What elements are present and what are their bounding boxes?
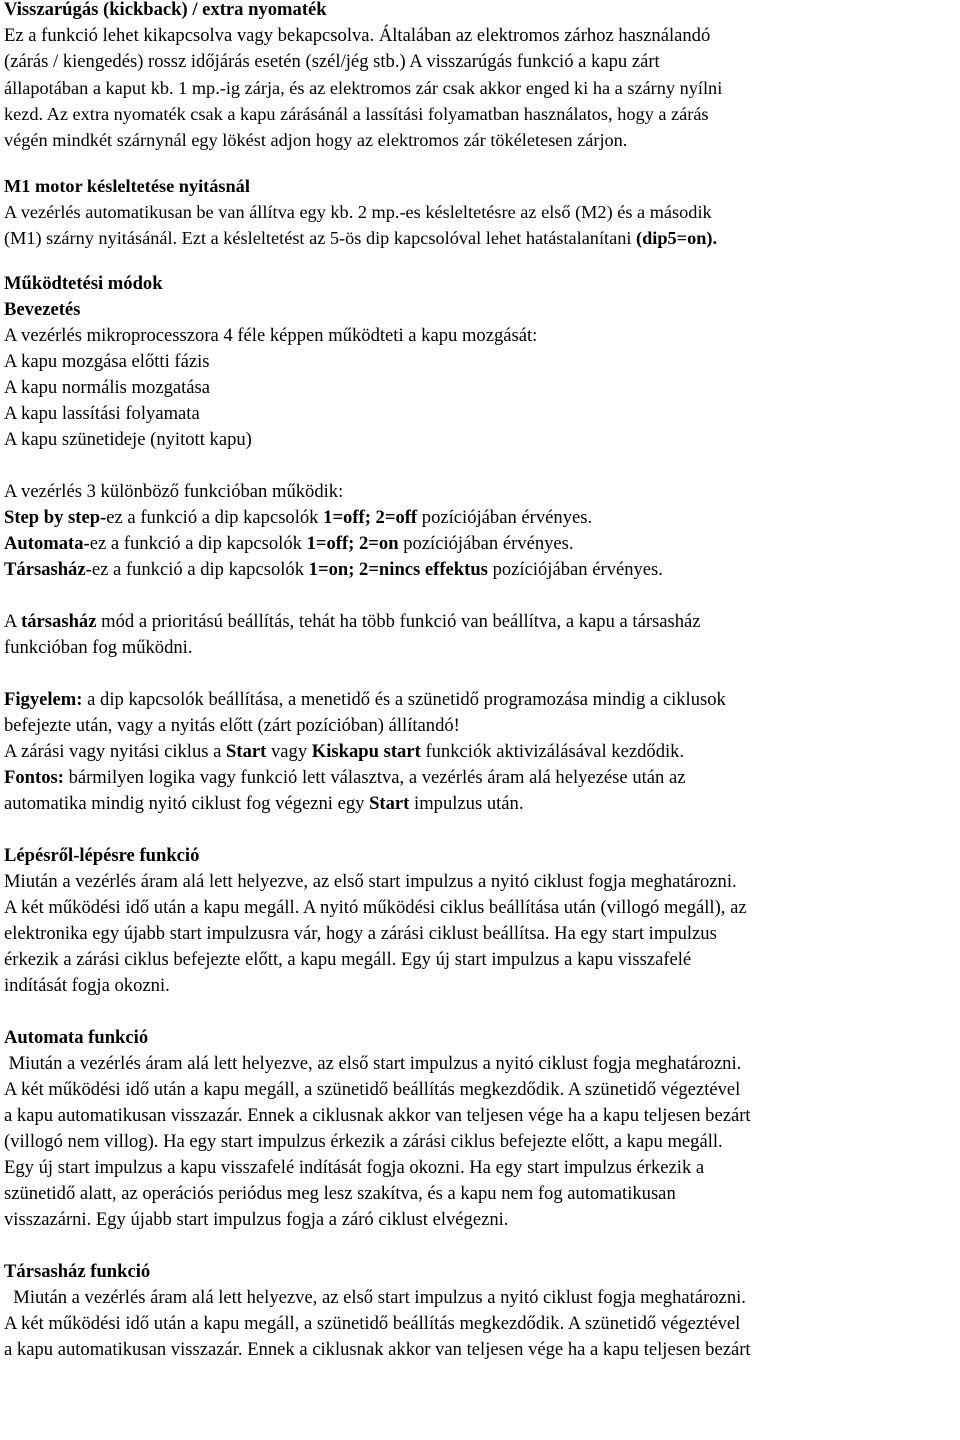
auto-section-line: Egy új start impulzus a kapu visszafelé indítását fogja okozni. Ha egy start impulzus érkezik a (4, 1157, 705, 1178)
important-line-2: automatika mindig nyitó ciklust fog végezni egy Start impulzus után. (4, 793, 524, 814)
intro-line-3: A kapu normális mozgatása (4, 377, 211, 398)
kickback-line-4: kezd. Az extra nyomaték csak a kapu zárásánál a lassítási folyamatban használatos, hogy a zárás (4, 104, 709, 124)
modes-heading: Működtetési módok (4, 273, 163, 294)
step-by-step-line: Step by step-ez a funkció a dip kapcsolók 1=off; 2=off pozíciójában érvényes. (4, 507, 593, 528)
kickback-line-5: végén mindkét szárnynál egy lökést adjon hogy az elektromos zár tökéletesen zárjon. (4, 130, 628, 150)
kickback-heading: Visszarúgás (kickback) / extra nyomaték (4, 0, 327, 20)
step-section-line: érkezik a zárási ciklus befejezte előtt, a kapu megáll. Egy új start impulzus a kapu visszafelé (4, 949, 692, 970)
cycle-line: A zárási vagy nyitási ciklus a Start vagy Kiskapu start funkciók aktivizálásával kezdődik. (4, 741, 685, 762)
automata-line: Automata-ez a funkció a dip kapcsolók 1=off; 2=on pozíciójában érvényes. (4, 533, 574, 554)
auto-section-line: (villogó nem villog). Ha egy start impulzus érkezik a zárási ciklus befejezte előtt, a kapu megáll. (4, 1131, 723, 1152)
dip5-on-label: (dip5=on). (636, 228, 718, 248)
priority-line-1: A társasház mód a prioritású beállítás, tehát ha több funkció van beállítva, a kapu a társasház (4, 611, 701, 632)
intro-line-2: A kapu mozgása előtti fázis (4, 351, 210, 372)
attention-line-2: befejezte után, vagy a nyitás előtt (zárt pozícióban) állítandó! (4, 715, 460, 736)
intro-line-5: A kapu szünetideje (nyitott kapu) (4, 429, 252, 450)
intro-line-1: A vezérlés mikroprocesszora 4 féle képpen működteti a kapu mozgását: (4, 325, 538, 346)
condo-section-line: A két működési idő után a kapu megáll, a szünetidő beállítás megkezdődik. A szünetidő végeztével (4, 1313, 741, 1334)
tarsashaz-line: Társasház-ez a funkció a dip kapcsolók 1=on; 2=nincs effektus pozíciójában érvényes. (4, 559, 663, 580)
kickback-line-2: (zárás / kiengedés) rossz időjárás esetén (szél/jég stb.) A visszarúgás funkció a kapu zárt (4, 51, 660, 72)
auto-section-line: A két működési idő után a kapu megáll, a szünetidő beállítás megkezdődik. A szünetidő végeztével (4, 1079, 741, 1100)
m1-delay-line-2: (M1) szárny nyitásánál. Ezt a késleltetést az 5-ös dip kapcsolóval lehet hatástalanítani (dip5=on). (4, 228, 718, 248)
auto-section-line: Miután a vezérlés áram alá lett helyezve, az első start impulzus a nyitó ciklust fogja meghatározni. (4, 1053, 742, 1074)
m1-delay-line-1: A vezérlés automatikusan be van állítva egy kb. 2 mp.-es késleltetésre az első (M2) és a második (4, 202, 712, 222)
kickback-line-3: állapotában a kaput kb. 1 mp.-ig zárja, és az elektromos zár csak akkor enged ki ha a szárny nyílni (4, 78, 723, 98)
condo-section-line: Miután a vezérlés áram alá lett helyezve, az első start impulzus a nyitó ciklust fogja meghatározni. (4, 1287, 746, 1308)
kickback-line-1: Ez a funkció lehet kikapcsolva vagy bekapcsolva. Általában az elektromos zárhoz használandó (4, 25, 711, 46)
auto-section-line: szünetidő alatt, az operációs periódus meg lesz szakítva, és a kapu nem fog automatikusan (4, 1183, 676, 1204)
auto-section-line: a kapu automatikusan visszazár. Ennek a ciklusnak akkor van teljesen vége ha a kapu teljesen bezárt (4, 1105, 751, 1126)
m1-delay-heading: M1 motor késleltetése nyitásnál (4, 176, 250, 196)
condo-section-line: a kapu automatikusan visszazár. Ennek a ciklusnak akkor van teljesen vége ha a kapu teljesen bezárt (4, 1339, 751, 1360)
condo-section-heading: Társasház funkció (4, 1261, 151, 1282)
step-section-line: A két működési idő után a kapu megáll. A nyitó működési ciklus beállítása után (villogó megáll), az (4, 897, 747, 918)
important-label: Fontos: (4, 767, 64, 788)
auto-section-line: visszazárni. Egy újabb start impulzus fogja a záró ciklust elvégezni. (4, 1209, 509, 1230)
intro-line-4: A kapu lassítási folyamata (4, 403, 200, 424)
important-line-1: Fontos: bármilyen logika vagy funkció lett választva, a vezérlés áram alá helyezése után az (4, 767, 686, 788)
intro-heading: Bevezetés (4, 299, 81, 320)
priority-line-2: funkcióban fog működni. (4, 637, 193, 658)
auto-section-heading: Automata funkció (4, 1027, 149, 1048)
step-section-heading: Lépésről-lépésre funkció (4, 845, 200, 866)
step-section-line: indítását fogja okozni. (4, 975, 170, 996)
step-section-line: Miután a vezérlés áram alá lett helyezve, az első start impulzus a nyitó ciklust fogja meghatározni. (4, 871, 737, 892)
functions-intro: A vezérlés 3 különböző funkcióban működik: (4, 481, 344, 502)
document-page (4, 0, 956, 1363)
step-section-line: elektronika egy újabb start impulzusra vár, hogy a zárási ciklust beállítsa. Ha egy start impulzus (4, 923, 717, 944)
attention-label: Figyelem: (4, 689, 83, 710)
attention-line-1: Figyelem: a dip kapcsolók beállítása, a menetidő és a szünetidő programozása mindig a ciklusok (4, 689, 726, 710)
